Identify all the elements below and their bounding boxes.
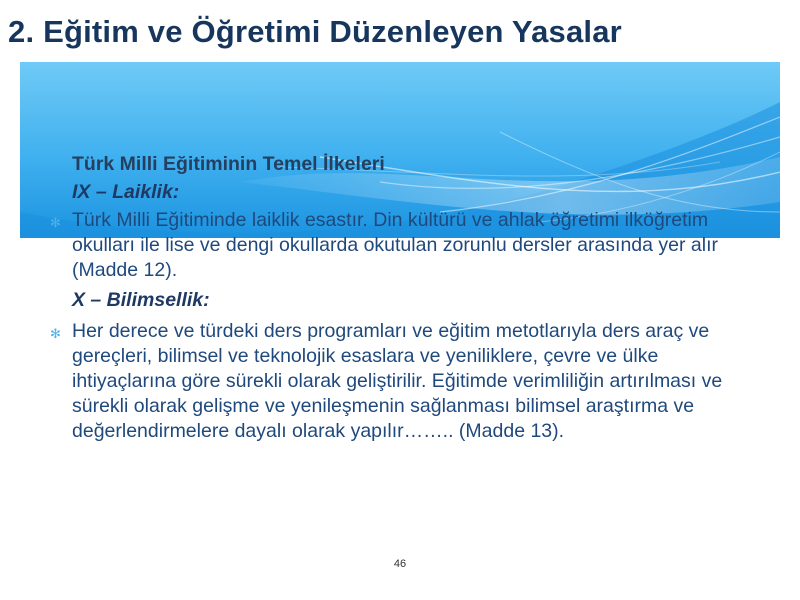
principles-heading: Türk Milli Eğitiminin Temel İlkeleri xyxy=(72,153,385,175)
slide-content xyxy=(50,152,750,444)
section-text: Türk Milli Eğitiminde laiklik esastır. Din kültürü ve ahlak öğretimi ilköğretim okulları ile lise ve dengi okullarda okutulan zorunlu dersler arasında yer alır (Madde 12). xyxy=(72,209,719,281)
page-number: 46 xyxy=(393,558,407,570)
asterisk-bullet-icon: ✻ xyxy=(50,215,61,230)
section-paragraph xyxy=(50,208,750,283)
asterisk-bullet-icon: ✻ xyxy=(50,326,61,341)
section-subheading: X – Bilimsellik: xyxy=(72,289,210,311)
section-paragraph xyxy=(50,319,750,444)
section-text: Her derece ve türdeki ders programları ve eğitim metotlarıyla ders araç ve gereçleri, bilimsel ve teknolojik esaslara ve yeniliklere, çevre ve ülke ihtiyaçlarına göre sürekli olarak geliştirilir. Eğitimde verimliliğin artırılması ve sürekli olarak gelişme ve yenileşmenin sağlanması bilimsel araştırma ve değerlendirmelere dayalı olarak yapılır…….. (Madde 13). xyxy=(72,320,723,442)
slide-title: 2. Eğitim ve Öğretimi Düzenleyen Yasalar xyxy=(8,14,622,49)
section-subheading: IX – Laiklik: xyxy=(72,181,180,203)
